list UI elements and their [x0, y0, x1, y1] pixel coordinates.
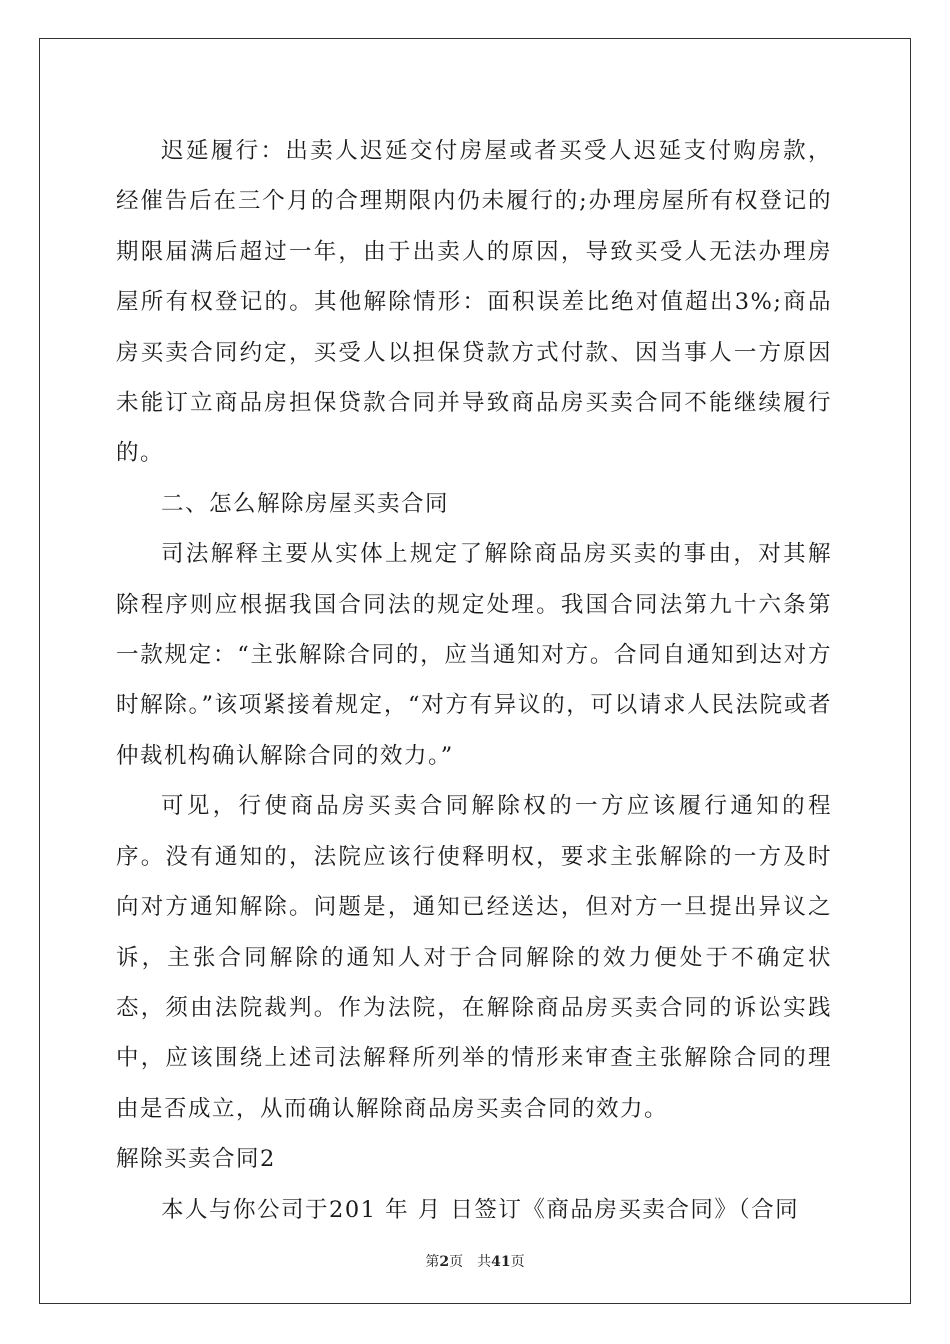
document-body: [116, 126, 832, 1235]
total-suffix: 页: [510, 1254, 525, 1270]
page-suffix: 页: [449, 1254, 464, 1270]
paragraph-breach-conditions: 迟延履行：出卖人迟延交付房屋或者买受人迟延支付购房款，经催告后在三个月的合理期限内仍未履行的;办理房屋所有权登记的期限届满后超过一年，由于出卖人的原因，导致买受人无法办理房屋所有权登记的。其他解除情形：面积误差比绝对值超出3%;商品房买卖合同约定，买受人以担保贷款方式付款、因当事人一方原因未能订立商品房担保贷款合同并导致商品房买卖合同不能继续履行的。: [116, 138, 832, 467]
total-pages: 41: [491, 1254, 511, 1270]
paragraph-notice-procedure: 可见，行使商品房买卖合同解除权的一方应该履行通知的程序。没有通知的，法院应该行使释明权，要求主张解除的一方及时向对方通知解除。问题是，通知已经送达，但对方一旦提出异议之诉，主张合同解除的通知人对于合同解除的效力便处于不确定状态，须由法院裁判。作为法院，在解除商品房买卖合同的诉讼实践中，应该围绕上述司法解释所列举的情形来审查主张解除合同的理由是否成立，从而确认解除商品房买卖合同的效力。: [116, 793, 832, 1122]
page-prefix: 第: [425, 1254, 440, 1270]
total-prefix: 共: [477, 1254, 492, 1270]
paragraph-contract-intro: 本人与你公司于201 年 月 日签订《商品房买卖合同》（合同: [161, 1196, 800, 1223]
section-title-termination-2: 解除买卖合同2: [116, 1146, 276, 1173]
paragraph-judicial-interpretation: 司法解释主要从实体上规定了解除商品房买卖的事由，对其解除程序则应根据我国合同法的规定处理。我国合同法第九十六条第一款规定：“主张解除合同的，应当通知对方。合同自通知到达对方时解除。”该项紧接着规定，“对方有异议的，可以请求人民法院或者仲裁机构确认解除合同的效力。”: [116, 541, 832, 769]
heading-how-to-terminate: 二、怎么解除房屋买卖合同: [161, 490, 450, 517]
page-footer: [0, 1252, 950, 1272]
page-number: 2: [439, 1254, 450, 1270]
